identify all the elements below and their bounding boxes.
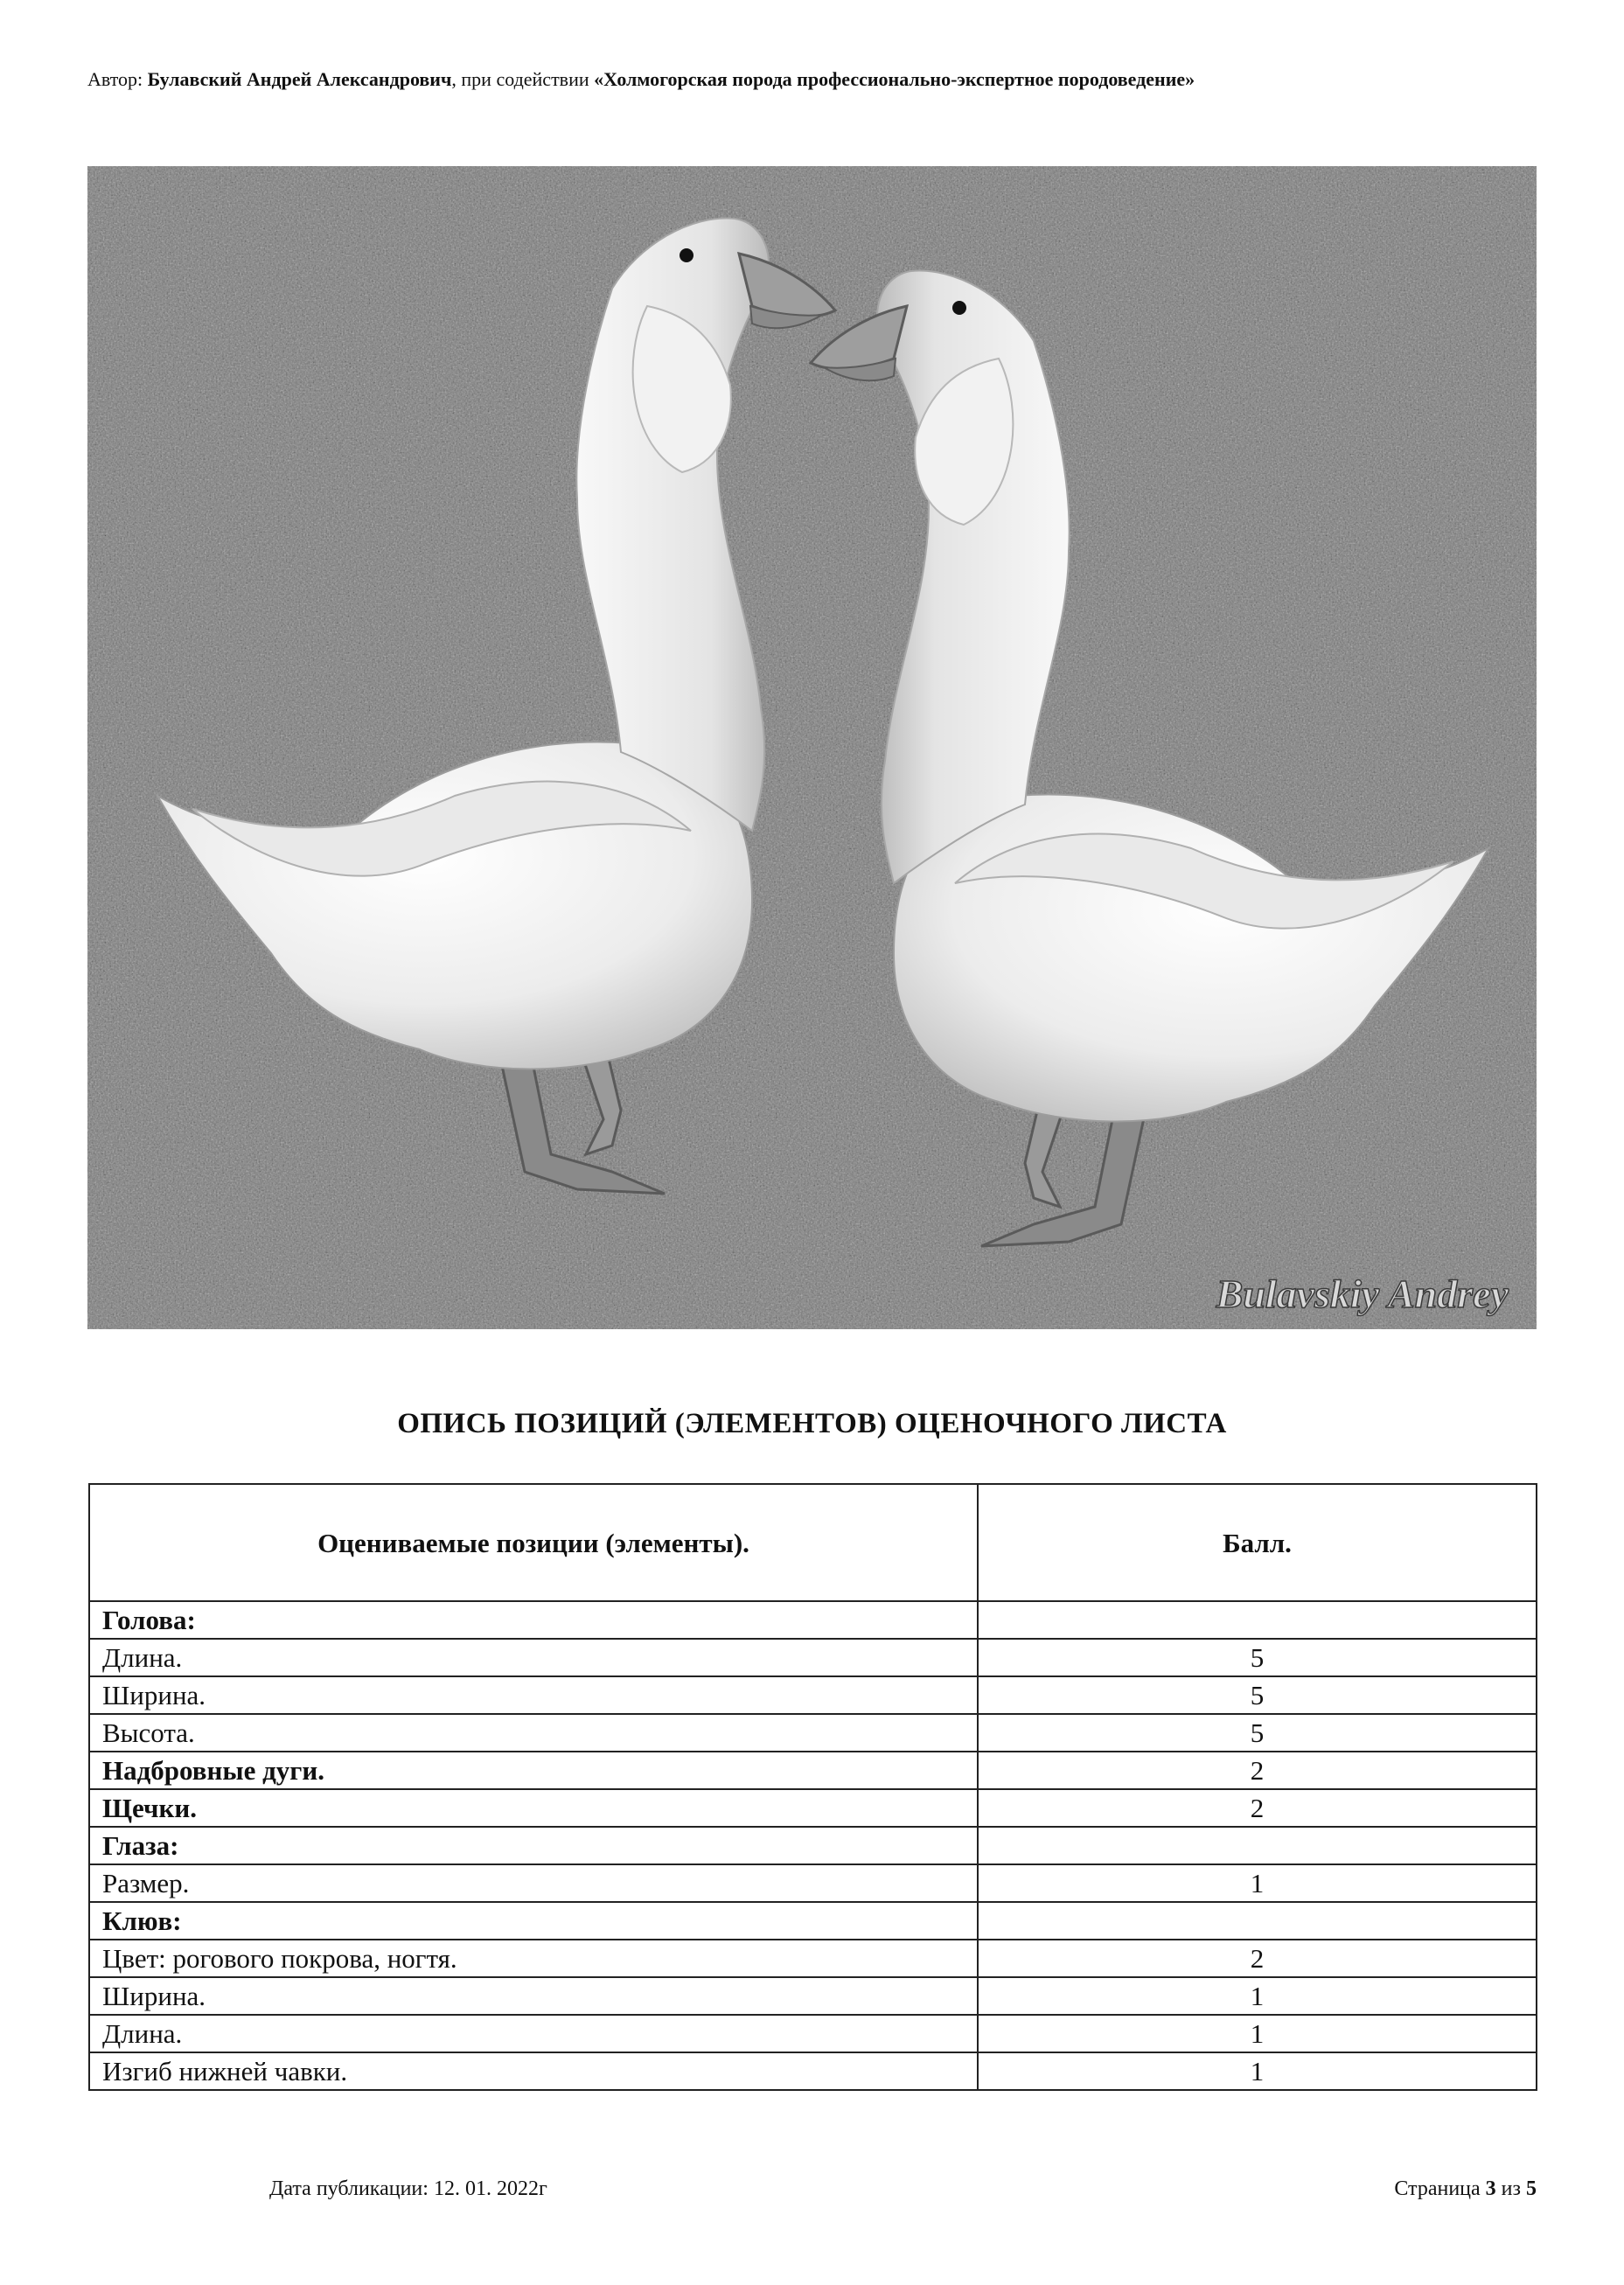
table-row (89, 2052, 1537, 2090)
assist-text: , при содействии (451, 68, 595, 90)
row-score: 2 (978, 1940, 1537, 1977)
table-row (89, 1977, 1537, 2015)
row-score: 2 (978, 1789, 1537, 1827)
page-sep: из (1495, 2177, 1526, 2200)
table-row (89, 1902, 1537, 1940)
row-score: 1 (978, 2052, 1537, 2090)
page-number (1394, 2177, 1537, 2201)
row-label: Размер. (89, 1864, 978, 1902)
row-label: Клюв: (89, 1902, 978, 1940)
row-score (978, 1827, 1537, 1864)
publication-date: Дата публикации: 12. 01. 2022г (269, 2177, 547, 2200)
page-total: 5 (1526, 2177, 1537, 2200)
author-name: Булавский Андрей Александрович (147, 68, 452, 90)
row-score: 2 (978, 1752, 1537, 1789)
row-score: 5 (978, 1714, 1537, 1752)
geese-photo (87, 166, 1537, 1329)
table-row (89, 1940, 1537, 1977)
table-row (89, 1864, 1537, 1902)
page-current: 3 (1485, 2177, 1496, 2200)
row-score (978, 1902, 1537, 1940)
table-row (89, 1676, 1537, 1714)
row-score: 5 (978, 1676, 1537, 1714)
table-row (89, 1789, 1537, 1827)
row-label: Высота. (89, 1714, 978, 1752)
col-header-score: Балл. (978, 1484, 1537, 1601)
row-score (978, 1601, 1537, 1639)
row-label: Цвет: рогового покрова, ногтя. (89, 1940, 978, 1977)
row-score: 1 (978, 2015, 1537, 2052)
photo-watermark: Bulavskiy Andrey (1216, 1271, 1509, 1316)
row-label: Ширина. (89, 1676, 978, 1714)
row-label: Щечки. (89, 1789, 978, 1827)
table-row (89, 1752, 1537, 1789)
table-row (89, 1601, 1537, 1639)
row-label: Длина. (89, 1639, 978, 1676)
col-header-position: Оцениваемые позиции (элементы). (89, 1484, 978, 1601)
score-table (88, 1483, 1537, 2091)
table-row (89, 1827, 1537, 1864)
table-row (89, 1714, 1537, 1752)
row-score: 1 (978, 1977, 1537, 2015)
table-row (89, 1639, 1537, 1676)
row-score: 1 (978, 1864, 1537, 1902)
table-header-row (89, 1484, 1537, 1601)
row-label: Длина. (89, 2015, 978, 2052)
score-rows (89, 1601, 1537, 2090)
row-label: Ширина. (89, 1977, 978, 2015)
table-row (89, 2015, 1537, 2052)
row-label: Надбровные дуги. (89, 1752, 978, 1789)
table-title: ОПИСЬ ПОЗИЦИЙ (ЭЛЕМЕНТОВ) ОЦЕНОЧНОГО ЛИСТА (397, 1408, 1227, 1439)
row-score: 5 (978, 1639, 1537, 1676)
page-prefix: Страница (1394, 2177, 1486, 2200)
document-header (87, 68, 1539, 91)
row-label: Голова: (89, 1601, 978, 1639)
author-prefix: Автор: (87, 68, 148, 90)
assist-org: «Холмогорская порода профессионально-экспертное породоведение» (594, 68, 1195, 90)
row-label: Изгиб нижней чавки. (89, 2052, 978, 2090)
geese-illustration (87, 166, 1537, 1329)
row-label: Глаза: (89, 1827, 978, 1864)
